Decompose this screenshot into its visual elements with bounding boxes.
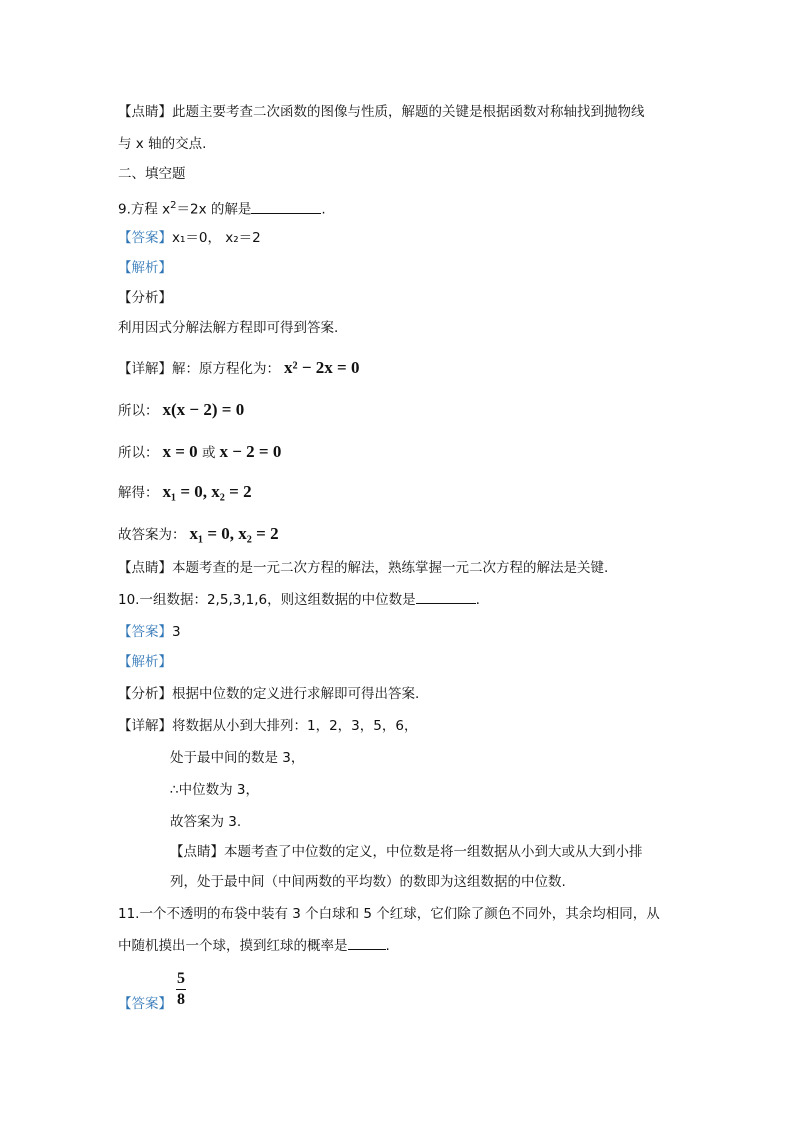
q10-detail-2: 处于最中间的数是 3，	[170, 750, 305, 766]
formula: x(x − 2) = 0	[162, 400, 245, 419]
answer-tag: 【答案】	[118, 624, 172, 640]
q9-detail-1	[118, 359, 359, 378]
formula: x₁ = 0, x₂ = 2	[189, 524, 279, 543]
denominator: 8	[177, 991, 185, 1008]
answer-blank	[416, 591, 476, 604]
q9-end: .	[321, 201, 326, 218]
q9-detail-3	[118, 443, 281, 462]
q10-answer	[118, 623, 181, 641]
answer-value: 3	[172, 624, 181, 640]
answer-value: x₁＝0， x₂＝2	[172, 230, 261, 246]
formula: x = 0	[162, 442, 198, 461]
dianjing-text: 【点睛】此题主要考查二次函数的图像与性质，解题的关键是根据函数对称轴找到抛物线	[118, 104, 645, 120]
formula: x − 2 = 0	[219, 442, 282, 461]
q10-dianjing: 【点睛】本题考查了中位数的定义，中位数是将一组数据从小到大或从大到小排	[170, 844, 643, 860]
q9-detail-4	[118, 483, 252, 502]
formula: x² − 2x = 0	[284, 358, 360, 377]
jiexi-tag: 【解析】	[118, 260, 172, 276]
q9-dianjing: 【点睛】本题考查的是一元二次方程的解法，熟练掌握一元二次方程的解法是关键.	[118, 560, 609, 576]
numerator: 5	[177, 970, 185, 987]
question-11-cont	[118, 937, 390, 955]
q9-detail-5	[118, 525, 279, 544]
label: 所以：	[118, 445, 159, 461]
answer-tag: 【答案】	[118, 996, 172, 1012]
dianjing-text-cont: 与 x 轴的交点.	[118, 136, 207, 152]
q11-end: .	[385, 938, 390, 954]
q10-detail-4: 故答案为 3.	[170, 814, 242, 830]
section-heading: 二、填空题	[118, 166, 186, 182]
q10-detail-1: 【详解】将数据从小到大排列：1，2，3，5，6，	[118, 718, 418, 734]
label: 故答案为：	[118, 527, 186, 543]
question-10	[118, 591, 480, 609]
question-11: 11.一个不透明的布袋中装有 3 个白球和 5 个红球，它们除了颜色不同外，其余均相同，从	[118, 906, 660, 922]
q10-end: .	[475, 592, 480, 608]
formula: x₁ = 0, x₂ = 2	[162, 482, 252, 501]
q9-fenxi: 利用因式分解法解方程即可得到答案.	[118, 320, 339, 336]
fraction-bar	[176, 989, 186, 990]
answer-blank	[251, 201, 321, 214]
jiexi-tag: 【解析】	[118, 654, 172, 670]
q9-answer	[118, 229, 261, 247]
label: 解得：	[118, 485, 159, 501]
q9-mid: ＝2x 的解是	[176, 201, 252, 218]
q10-fenxi: 【分析】根据中位数的定义进行求解即可得出答案.	[118, 686, 420, 702]
label: 所以：	[118, 403, 159, 419]
q11-text: 中随机摸出一个球，摸到红球的概率是	[118, 938, 348, 954]
fraction-answer	[176, 970, 186, 1009]
or-text: 或	[201, 445, 216, 461]
q10-dianjing-cont: 列，处于最中间（中间两数的平均数）的数即为这组数据的中位数.	[170, 874, 566, 890]
answer-blank	[348, 937, 386, 950]
q10-text: 10.一组数据：2,5,3,1,6，则这组数据的中位数是	[118, 592, 416, 608]
question-9: 9.方程 $x^2=2x$ 的解是 .	[118, 200, 326, 218]
q9-detail-2	[118, 401, 244, 420]
q9-prefix: 9.方程 x	[118, 201, 171, 218]
answer-tag: 【答案】	[118, 230, 172, 246]
q10-detail-3: ∴中位数为 3，	[170, 782, 259, 798]
label: 【详解】解：原方程化为：	[118, 361, 280, 377]
fenxi-tag: 【分析】	[118, 290, 172, 306]
